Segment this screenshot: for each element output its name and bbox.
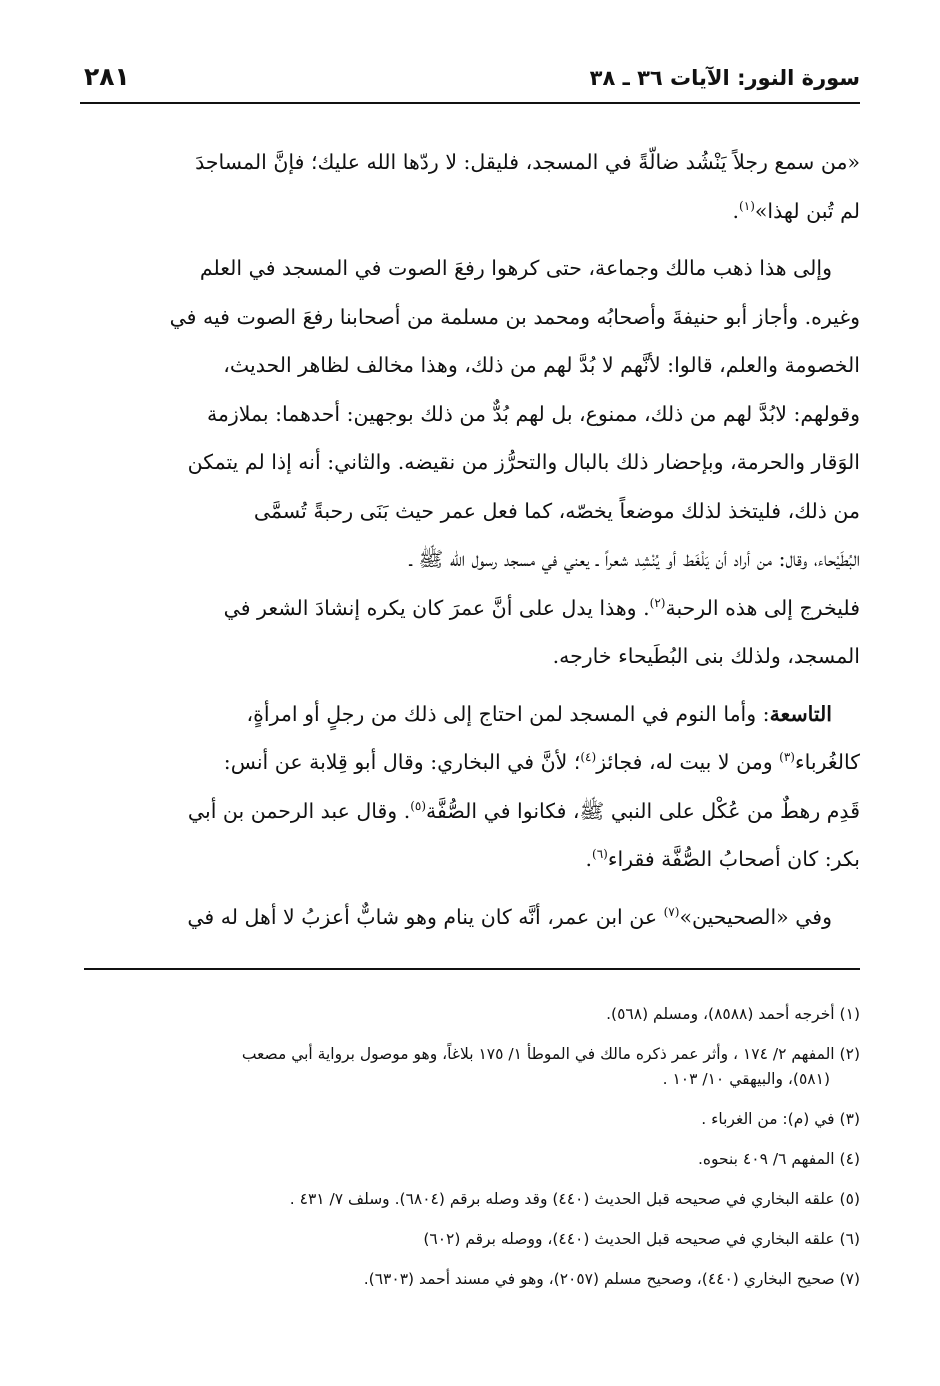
footnote: (١) أخرجه أحمد (٨٥٨٨)، ومسلم (٥٦٨).: [606, 1005, 860, 1023]
footnote-ref: (٧): [663, 904, 680, 919]
text-line: كالغُرباء$^{(٣)}$ ومن لا بيت له، فجائز$^{(٤)}$؛ لأنَّ في البخاري: وقال أبو قِلابة عن أنس:: [223, 750, 860, 774]
text-line: الخصومة والعلم، قالوا: لأنَّهم لا بُدَّ لهم من ذلك، وهذا مخالف لظاهر الحديث،: [223, 353, 860, 377]
footnote: (٧) صحيح البخاري (٤٤٠)، وصحيح مسلم (٢٠٥٧)، وهو في مسند أحمد (٦٣٠٣).: [363, 1270, 860, 1288]
text-line: قَدِم رهطٌ من عُكْل على النبي ﷺ، فكانوا في الصُّفَّة$^{(٥)}$. وقال عبد الرحمن بن أبي: [187, 798, 860, 823]
text-line: فليخرج إلى هذه الرحبة$^{(٢)}$. وهذا يدل على أنَّ عمرَ كان يكره إنشادَ الشعر في: [223, 595, 860, 620]
running-title: سورة النور: الآيات ٣٦ ـ ٣٨: [589, 66, 860, 90]
text-line: «من سمع رجلاً يَنْشُد ضالّةً في المسجد، فليقل: لا ردّها الله عليك؛ فإنَّ المساجدَ: [195, 150, 860, 174]
text-line: لم تُبن لهذا»$^{(١)}$.: [732, 198, 860, 223]
footnote: (٢) المفهم ٢/ ١٧٤ ، وأثر عمر ذكره مالك في الموطأ ١/ ١٧٥ بلاغاً، وهو موصول برواية أبي مصعب (٥٨١)، والبيهقي ١٠/ ١٠٣ .: [241, 1045, 860, 1088]
footnote-ref: (٣): [779, 750, 795, 765]
footnote-ref: (٤): [580, 750, 597, 765]
text-line: البُطَيْحاء، وقال: من أراد أن يَلْغَط أو يُنْشِد شعراً ـ يعني في مسجد رسول الله ﷺ ـ: [409, 547, 860, 571]
text-line: الوَقار والحرمة، وبإحضار ذلك بالبال والتحرُّز من نقيضه. والثاني: أنه إذا لم يتمكن: [187, 450, 860, 474]
text-line: بكر: كان أصحابُ الصُّفَّة فقراء$^{(٦)}$.: [585, 847, 860, 871]
footnote: (٣) في (م): من الغرباء .: [701, 1110, 860, 1128]
text-line: وفي «الصحيحين»$^{(٧)}$ عن ابن عمر، أنَّه كان ينام وهو شابٌّ أعزبُ لا أهل له في: [187, 904, 832, 929]
footnote-ref: (٥): [410, 798, 427, 813]
main-text: [80, 138, 860, 941]
footnote: (٦) علقه البخاري في صحيحه قبل الحديث (٤٤٠)، ووصله برقم (٦٠٢): [423, 1230, 860, 1248]
footnote: (٤) المفهم ٦/ ٤٠٩ بنحوه.: [697, 1150, 860, 1168]
footnotes: [80, 1002, 860, 1307]
footnote-ref: (٢): [649, 595, 666, 610]
page-header: [80, 62, 860, 104]
footnote: (٥) علقه البخاري في صحيحه قبل الحديث (٤٤٠) وقد وصله برقم (٦٨٠٤). وسلف ٧/ ٤٣١ .: [289, 1190, 860, 1208]
text-line: المسجد، ولذلك بنى البُطَيحاء خارجه.: [552, 644, 860, 668]
text-line: وغيره. وأجاز أبو حنيفةَ وأصحابُه ومحمد بن مسلمة من أصحابنا رفعَ الصوت فيه في: [169, 304, 860, 329]
footnote-ref: (٦): [592, 847, 608, 862]
text-line: التاسعة: وأما النوم في المسجد لمن احتاج إلى ذلك من رجلٍ أو امرأةٍ،: [246, 701, 832, 726]
page-number: ٢٨١: [84, 62, 130, 91]
text-line: وقولهم: لابُدَّ لهم من ذلك، ممنوع، بل لهم بُدٌّ من ذلك بوجهين: أحدهما: بملازمة: [206, 401, 860, 426]
footnote-ref: (١): [739, 198, 755, 213]
section-label: التاسعة: [769, 701, 832, 726]
text-line: وإلى هذا ذهب مالك وجماعة، حتى كرهوا رفعَ الصوت في المسجد في العلم: [199, 256, 832, 280]
text-line: من ذلك، فليتخذ لذلك موضعاً يخصّه، كما فعل عمر حيث بَنَى رحبةً تُسمَّى: [253, 498, 860, 523]
footnote-separator: [84, 968, 860, 970]
